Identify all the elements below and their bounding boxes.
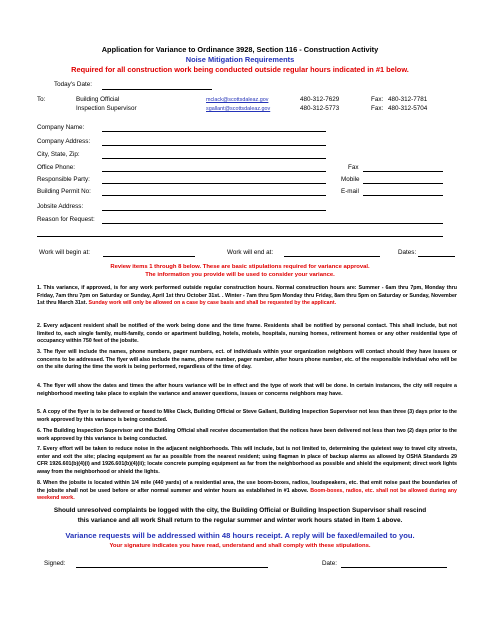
recipient-name: Inspection Supervisor: [76, 105, 137, 112]
recipient-fax: 480-312-7781: [388, 96, 428, 103]
building-permit-field[interactable]: [102, 195, 326, 196]
recipient-phone: 480-312-7629: [300, 96, 340, 103]
date-label: Date:: [322, 560, 338, 567]
to-label: To:: [37, 96, 46, 103]
reason-label: Reason for Request:: [37, 216, 95, 223]
dates-field[interactable]: [418, 256, 455, 257]
responsible-party-field[interactable]: [102, 183, 326, 184]
stipulation-6: 6. The Building Inspection Supervisor and the Building Official shall receive documentation that the notices have been delivered not less than two (2) days prior to the work approved by this variance is being conducted.: [37, 428, 457, 442]
stipulation-text: 8. When the jobsite is located within 1/4 mile (440 yards) of a residential area, the use boom-boxes, radios, loudspeakers, etc. that emit noise past the boundaries of the jobsite shall not be used before or after normal summer and winter hours as established in #1 above.: [37, 480, 457, 494]
office-phone-field[interactable]: [102, 171, 326, 172]
responsible-party-label: Responsible Party:: [37, 176, 90, 183]
recipient-fax-label: Fax:: [371, 96, 384, 103]
company-name-field[interactable]: [102, 131, 326, 132]
stipulation-1: [37, 285, 457, 308]
response-notice: Variance requests will be addressed within 48 hours receipt. A reply will be faxed/emailed to you.: [65, 531, 415, 540]
work-begin-label: Work will begin at:: [39, 249, 90, 256]
email-field[interactable]: [363, 195, 443, 196]
work-begin-field[interactable]: [103, 256, 195, 257]
form-title: Application for Variance to Ordinance 3928, Section 116 - Construction Activity: [101, 45, 379, 54]
fax-label: Fax: [348, 164, 359, 171]
recipient-email-link[interactable]: sgallant@scottsdaleaz.gov: [206, 106, 271, 112]
stipulation-7: 7. Every effort will be taken to reduce noise in the adjacent neighborhoods. This will include, but is not limited to, determining the quietest way to travel city streets, enter and exit the site; placing equipment as far as possible from the nearest resident; using flagman in place of backup alarms as allowed by OSHA Standards 29 CFR 1926.601(b)(4)(i) and 1926.601(b)(4)(ii); locate concrete pumping equipment as far from the neighborhood as possible and shield the equipment; direct work lights away from the neighborhood or shield the lights.: [37, 446, 457, 475]
todays-date-label: Today's Date:: [54, 81, 92, 88]
rescind-notice: Should unresolved complaints be logged with the city, the Building Official or Building Inspection Supervisor shall rescind: [53, 507, 427, 514]
reason-field[interactable]: [102, 223, 443, 224]
signature-field[interactable]: [76, 567, 268, 568]
form-subtitle: Noise Mitigation Requirements: [185, 55, 295, 64]
stipulation-warning: Sunday work will only be allowed on a case by case basis and shall be requested by the applicant.: [88, 300, 337, 307]
signature-note: Your signature indicates you have read, understand and shall comply with these stipulations.: [109, 543, 371, 549]
recipient-fax-label: Fax:: [371, 105, 384, 112]
stipulation-text: 1. This variance, if approved, is for any work performed outside regular construction hours. Normal construction hours are: Summer - 6am thru 7pm, Monday thru Friday, 7am thru 7pm on Saturday or Sunday, April 1st thru October 31st. . Winter - 7am thru 5pm Monday thru Friday, 8am thru 5pm on Saturday or Sunday, November 1st thru March 31st.: [37, 285, 457, 307]
form-requirement-note: Required for all construction work being conducted outside regular hours indicated in #1 below.: [71, 65, 409, 74]
recipient-fax: 480-312-5704: [388, 105, 428, 112]
jobsite-address-label: Jobsite Address:: [37, 203, 84, 210]
todays-date-field[interactable]: [102, 89, 212, 90]
recipient-phone: 480-312-5773: [300, 105, 340, 112]
stipulation-8: [37, 480, 457, 503]
review-instruction-note: The information you provide will be used to consider your variance.: [145, 272, 335, 278]
company-address-label: Company Address:: [37, 138, 91, 145]
stipulation-warning: Boom-boxes, radios, etc. shall not be allowed during any weekend work.: [37, 487, 457, 502]
recipient-email-link[interactable]: mclack@scottsdaleaz.gov: [206, 97, 269, 103]
mobile-label: Mobile: [341, 176, 360, 183]
reason-field-continued[interactable]: [37, 236, 443, 237]
dates-label: Dates:: [398, 249, 417, 256]
recipient-name: Building Official: [76, 96, 120, 103]
work-end-field[interactable]: [284, 256, 380, 257]
building-permit-label: Building Permit No:: [37, 188, 91, 195]
email-label: E-mail: [341, 188, 359, 195]
office-phone-label: Office Phone:: [37, 164, 76, 171]
city-state-zip-label: City, State, Zip:: [37, 151, 80, 158]
jobsite-address-field[interactable]: [102, 210, 326, 211]
signature-date-field[interactable]: [341, 567, 447, 568]
stipulation-3: 3. The flyer will include the names, phone numbers, pager numbers, ect. of individuals within your organization neighbors will contact should they have issues or concerns to be addressed. The flyer will also include the name, phone number, pager number, after hours phone number, etc. of the responsible individual who will be on the site during the time the work is being performed, regardless of the time of day.: [37, 349, 457, 371]
company-address-field[interactable]: [102, 145, 326, 146]
stipulation-2: 2. Every adjacent resident shall be notified of the work being done and the time frame. Residents shall be notified by personal contact. This shall include, but not limited to, each single family, multi-family, condo or apartment building, hotels, motels, hospitals, nursing homes, retirement homes or any other residential type of occupancy within 750 feet of the jobsite.: [37, 323, 457, 345]
fax-field[interactable]: [363, 171, 443, 172]
stipulation-5: 5. A copy of the flyer is to be delivered or faxed to Mike Clack, Building Official or Steve Gallant, Building Inspection Supervisor not less than three (3) days prior to the work approved by this variance is being conducted.: [37, 409, 457, 423]
stipulation-4: 4. The flyer will show the dates and times the after hours variance will be in effect and the type of work that will be done. In certain instances, the city will require a neighborhood meeting take place to explain the variance and answer questions, issues or concerns neighbors may have.: [37, 383, 457, 397]
city-state-zip-field[interactable]: [102, 158, 326, 159]
review-instruction: Review items 1 through 8 below. These are basic stipulations required for variance approval.: [110, 264, 370, 270]
rescind-notice-continued: this variance and all work Shall return to the regular summer and winter work hours stated in Item 1 above.: [77, 517, 403, 524]
mobile-field[interactable]: [363, 183, 443, 184]
work-end-label: Work will end at:: [227, 249, 274, 256]
company-name-label: Company Name:: [37, 124, 85, 131]
signed-label: Signed:: [44, 560, 66, 567]
